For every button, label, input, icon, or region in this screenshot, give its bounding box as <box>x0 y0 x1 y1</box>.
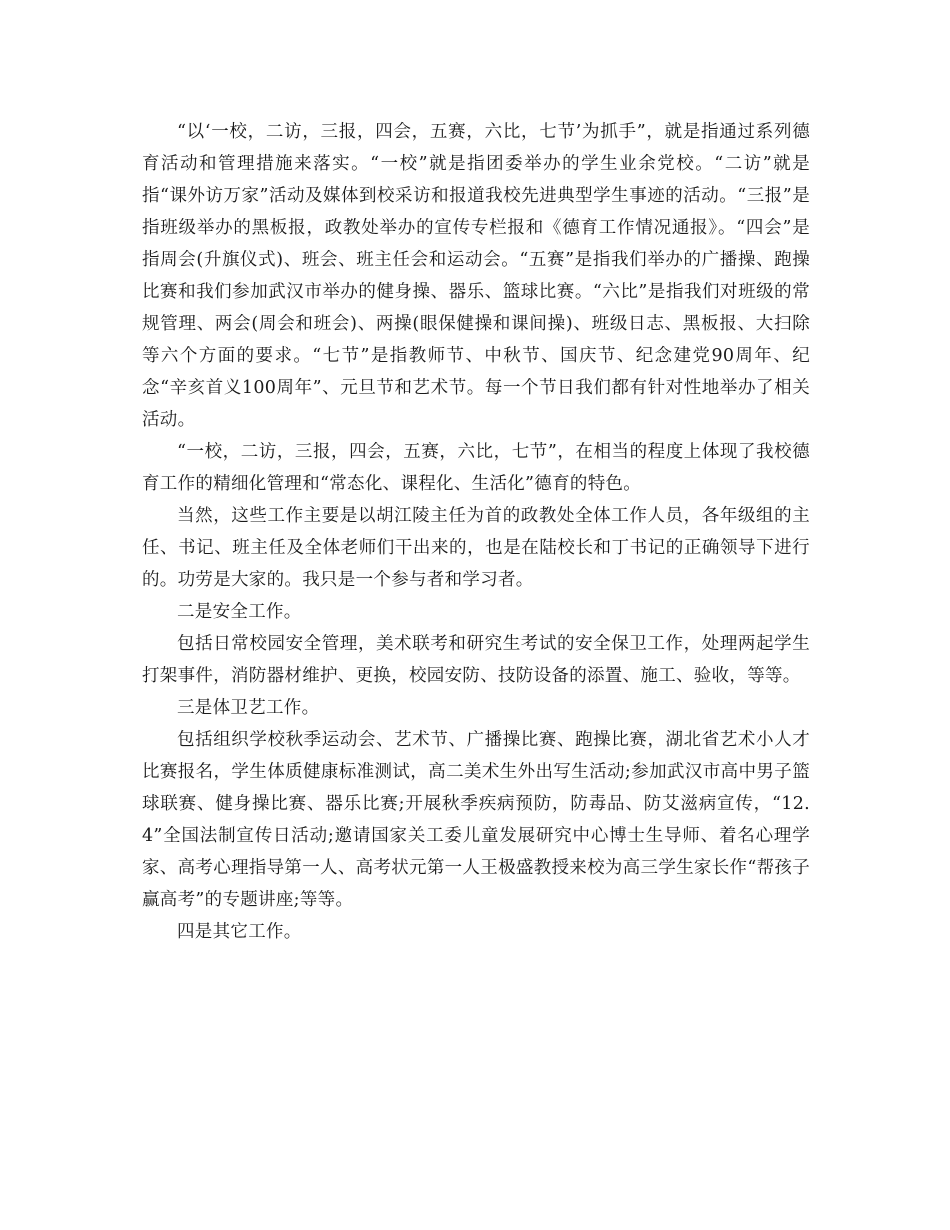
document-body <box>142 116 810 948</box>
heading-sports-health-arts-work: 三是体卫艺工作。 <box>177 698 320 718</box>
paragraph-sports-health-arts-work: 包括组织学校秋季运动会、艺术节、广播操比赛、跑操比赛，湖北省艺术小人才比赛报名，学生体质健康标准测试，高二美术生外出写生活动;参加武汉市高中男子篮球联赛、健身操比赛、器乐比赛;开展秋季疾病预防，防毒品、防艾滋病宣传，“12.4”全国法制宣传日活动;邀请国家关工委儿童发展研究中心博士生导师、着名心理学家、高考心理指导第一人、高考状元第一人王极盛教授来校为高三学生家长作“帮孩子赢高考”的专题讲座;等等。 <box>142 730 810 910</box>
paragraph-acknowledgement: 当然，这些工作主要是以胡江陵主任为首的政教处全体工作人员，各年级组的主任、书记、班主任及全体老师们干出来的，也是在陆校长和丁书记的正确领导下进行的。功劳是大家的。我只是一个参与者和学习者。 <box>142 506 810 590</box>
paragraph-moral-education-summary: “一校，二访，三报，四会，五赛，六比，七节”，在相当的程度上体现了我校德育工作的精细化管理和“常态化、课程化、生活化”德育的特色。 <box>142 442 810 494</box>
paragraph-moral-education-activities: “以‘一校，二访，三报，四会，五赛，六比，七节’为抓手”，就是指通过系列德育活动和管理措施来落实。“一校”就是指团委举办的学生业余党校。“二访”就是指“课外访万家”活动及媒体到校采访和报道我校先进典型学生事迹的活动。“三报”是指班级举办的黑板报，政教处举办的宣传专栏报和《德育工作情况通报》。“四会”是指周会(升旗仪式)、班会、班主任会和运动会。“五赛”是指我们举办的广播操、跑操比赛和我们参加武汉市举办的健身操、器乐、篮球比赛。“六比”是指我们对班级的常规管理、两会(周会和班会)、两操(眼保健操和课间操)、班级日志、黑板报、大扫除等六个方面的要求。“七节”是指教师节、中秋节、国庆节、纪念建党90周年、纪念“辛亥首义100周年”、元旦节和艺术节。每一个节日我们都有针对性地举办了相关活动。 <box>142 122 810 430</box>
paragraph-safety-work: 包括日常校园安全管理，美术联考和研究生考试的安全保卫工作，处理两起学生打架事件，消防器材维护、更换，校园安防、技防设备的添置、施工、验收，等等。 <box>142 634 810 686</box>
heading-other-work: 四是其它工作。 <box>177 922 302 942</box>
heading-safety-work: 二是安全工作。 <box>177 602 302 622</box>
